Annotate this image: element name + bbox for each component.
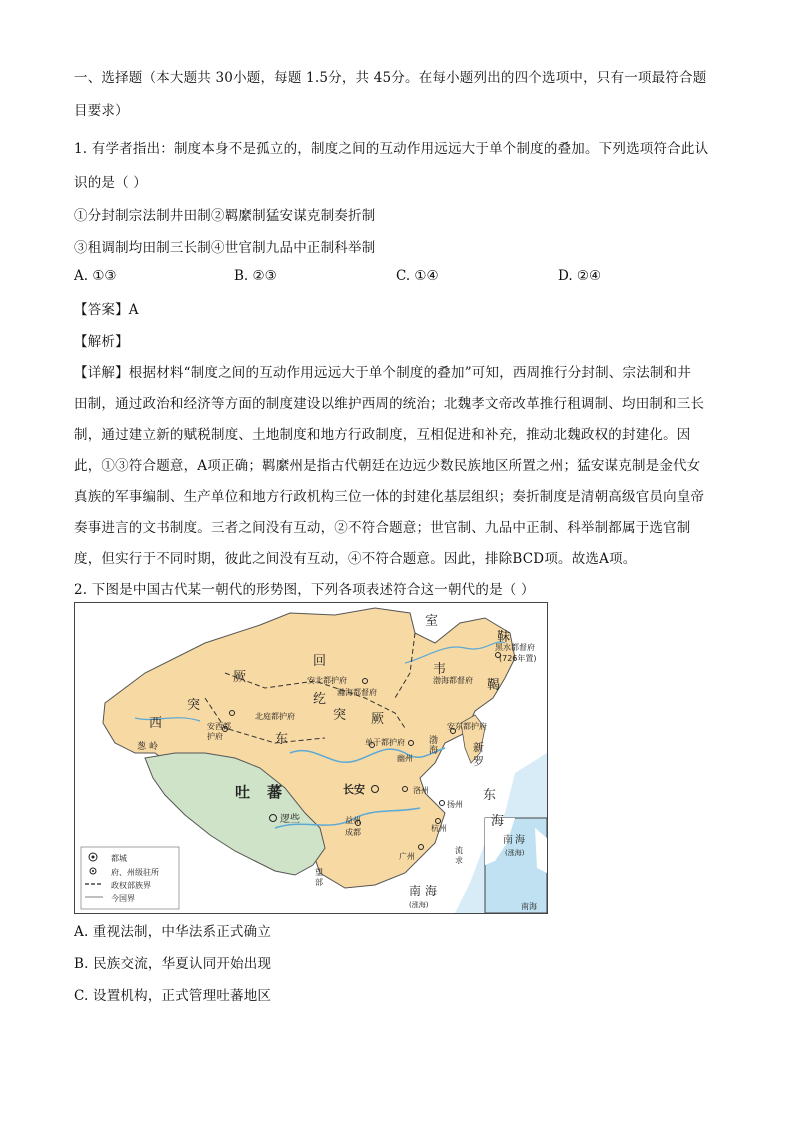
map-label-bo: 蕃 bbox=[267, 783, 283, 801]
map-label-xi: 西 bbox=[149, 716, 163, 731]
legend-national: 今国界 bbox=[111, 894, 135, 903]
map-label-tu: 突 bbox=[187, 698, 201, 713]
map-label-wei: 韦 bbox=[433, 662, 447, 677]
q1-analysis-line1: 【详解】根据材料“制度之间的互动作用远远大于单个制度的叠加”可知，西周推行分封制、宗法制和井 bbox=[74, 365, 692, 381]
q1-analysis-line2: 田制，通过政治和经济等方面的制度建设以维护西周的统治；北魏孝文帝改革推行租调制、均田制和三长 bbox=[74, 396, 705, 412]
legend-prefecture: 府、州级驻所 bbox=[111, 868, 159, 877]
q1-analysis-line7: 度，但实行于不同时期，彼此之间没有互动，④不符合题意。因此，排除BCD项。故选A项。 bbox=[74, 551, 637, 567]
map-label-dong: 东 bbox=[275, 732, 289, 747]
map-label-shanyu: 单于都护府 bbox=[365, 738, 405, 747]
map-label-luozhou: 洛州 bbox=[413, 786, 429, 795]
map-label-hui: 回 bbox=[313, 654, 327, 669]
map-label-heishui_year: (726年置) bbox=[499, 654, 537, 663]
map-label-mohe: 靺 bbox=[497, 630, 511, 645]
q1-analysis-line3: 制，通过建立新的赋税制度、土地制度和地方行政制度，互相促进和补充，推动北魏政权的封建化。因 bbox=[74, 427, 691, 443]
q1-analysis-line4: 此，①③符合题意，A项正确；羁縻州是指古代朝廷在边远少数民族地区所置之州；猛安谋克制是金代女 bbox=[74, 458, 701, 474]
q1-option-c[interactable]: C. ①④ bbox=[396, 268, 439, 284]
map-label-hanhai: 瀚海都督府 bbox=[337, 688, 377, 697]
map-label-bohaiwan: 渤 bbox=[429, 736, 439, 746]
q1-stem-line2: 识的是（ ） bbox=[74, 175, 147, 191]
map-label-mo: 部 bbox=[315, 878, 323, 887]
map-label-shi: 室 bbox=[425, 614, 439, 629]
map-label-liu: 流 bbox=[455, 846, 463, 855]
tang-dynasty-map bbox=[74, 602, 548, 914]
q1-option-b[interactable]: B. ②③ bbox=[234, 268, 277, 284]
map-label-jue: 厥 bbox=[233, 670, 247, 685]
map-label-andong: 安东都护府 bbox=[447, 722, 487, 731]
map-label-inset_sub: (涨海) bbox=[505, 849, 525, 857]
map-label-qiu: 求 bbox=[455, 856, 463, 865]
map-label-cong: 葱 bbox=[137, 742, 147, 752]
map-label-xin: 新 bbox=[473, 741, 484, 754]
q1-option-d[interactable]: D. ②④ bbox=[558, 268, 602, 284]
map-label-anxi2: 护府 bbox=[207, 732, 223, 741]
map-label-luo: 罗 bbox=[473, 755, 484, 768]
legend-capital: 都城 bbox=[111, 854, 127, 863]
map-label-guangzhou: 广州 bbox=[399, 852, 415, 861]
map-label-youzhou: 幽州 bbox=[397, 754, 413, 763]
q1-analysis-line6: 奏事进言的文书制度。三者之间没有互动，②不符合题意；世官制、九品中正制、科举制都属于选官制 bbox=[74, 520, 691, 536]
map-label-nanhai: 南 bbox=[409, 884, 422, 898]
map-label-he: 鞨 bbox=[487, 678, 501, 693]
section-heading-line1: 一、选择题（本大题共 30小题，每题 1.5分，共 45分。在每小题列出的四个选项中，只有一项最符合题 bbox=[74, 70, 707, 86]
map-label-hai_sea: 海 bbox=[491, 814, 505, 829]
map-label-ling: 岭 bbox=[149, 742, 159, 752]
map-label-he2: 纥 bbox=[313, 692, 327, 707]
map-label-inset_hai: 海 bbox=[515, 835, 525, 846]
map-label-yangzhou: 扬州 bbox=[447, 800, 463, 809]
map-label-luoxie: 逻些 bbox=[280, 814, 300, 825]
q2-option-c[interactable]: C. 设置机构，正式管理吐蕃地区 bbox=[74, 988, 272, 1004]
map-label-heishui: 黑水都督府 bbox=[495, 643, 535, 652]
q1-item-line1: ①分封制宗法制井田制②羁縻制猛安谋克制奏折制 bbox=[74, 208, 376, 224]
map-label-inset_nan: 南 bbox=[503, 835, 513, 846]
q2-stem: 2. 下图是中国古代某一朝代的形势图，下列各项表述符合这一朝代的是（ ） bbox=[74, 582, 535, 598]
map-label-jue2: 厥 bbox=[371, 712, 385, 727]
map-label-haiw: 海 bbox=[429, 746, 439, 756]
map-label-beiting: 北庭都护府 bbox=[255, 712, 295, 721]
map-label-changan: 长安 bbox=[343, 783, 365, 796]
map-label-tu2: 突 bbox=[333, 708, 347, 723]
q1-option-a[interactable]: A. ①③ bbox=[74, 268, 117, 284]
q1-analysis-label: 【解析】 bbox=[74, 334, 129, 350]
q1-answer: 【答案】A bbox=[74, 302, 139, 318]
q1-stem-line1: 1. 有学者指出：制度本身不是孤立的，制度之间的互动作用远远大于单个制度的叠加。下列选项符合此认 bbox=[74, 141, 709, 157]
map-label-chengdu: 成都 bbox=[345, 828, 361, 837]
map-label-hangzhou: 杭州 bbox=[431, 824, 447, 833]
q1-item-line2: ③租调制均田制三长制④世官制九品中正制科举制 bbox=[74, 240, 376, 256]
section-heading-line2: 目要求） bbox=[74, 103, 129, 119]
map-label-anxi: 安西都 bbox=[207, 722, 231, 731]
map-label-wangmo: 望 bbox=[315, 868, 323, 877]
map-label-yizhou: 益州 bbox=[345, 816, 361, 825]
q1-analysis-line5: 真族的军事编制、生产单位和地方行政机构三位一体的封建化基层组织；奏折制度是清朝高级官员向皇帝 bbox=[74, 489, 705, 505]
map-label-anbei: 安北都护府 bbox=[307, 676, 347, 685]
map-label-nanhai_sub: (涨海) bbox=[409, 901, 429, 909]
map-label-dong_sea: 东 bbox=[483, 788, 497, 803]
map-label-tubo: 吐 bbox=[235, 783, 251, 801]
map-label-inset_label: 南海 bbox=[521, 902, 537, 911]
map-label-bohai: 渤海都督府 bbox=[433, 676, 473, 685]
q2-option-b[interactable]: B. 民族交流，华夏认同开始出现 bbox=[74, 956, 272, 972]
legend-boundary: 政权部族界 bbox=[111, 881, 151, 890]
map-label-nanhai2: 海 bbox=[425, 884, 438, 898]
q2-option-a[interactable]: A. 重视法制，中华法系正式确立 bbox=[74, 924, 272, 940]
